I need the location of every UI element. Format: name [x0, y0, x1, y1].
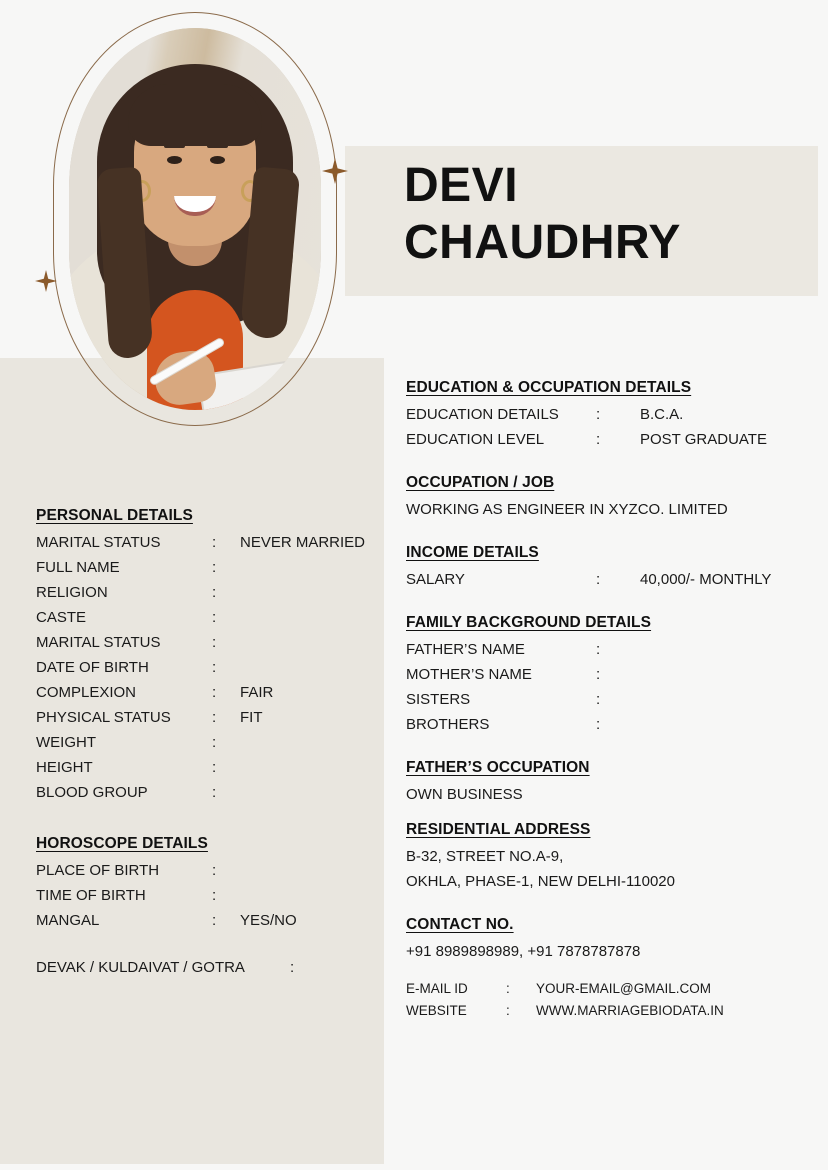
detail-separator: :: [596, 691, 601, 708]
detail-label: SISTERS: [406, 691, 471, 708]
detail-separator: :: [212, 534, 217, 551]
profile-photo: [53, 12, 337, 426]
occupation-section: [406, 474, 806, 522]
address-line-1: B-32, STREET NO.A-9,: [406, 848, 564, 865]
spacer: [406, 807, 806, 821]
detail-row: [36, 858, 376, 883]
website-value[interactable]: WWW.MARRIAGEBIODATA.IN: [536, 1003, 724, 1018]
family-heading: FAMILY BACKGROUND DETAILS: [406, 614, 652, 631]
website-label: WEBSITE: [406, 1003, 467, 1018]
detail-row: [36, 605, 376, 630]
detail-value: FIT: [240, 709, 263, 726]
detail-separator: :: [596, 716, 601, 733]
photo-oval-outline: [53, 12, 337, 426]
horoscope-details-heading: HOROSCOPE DETAILS: [36, 835, 208, 852]
income-heading: INCOME DETAILS: [406, 544, 539, 561]
detail-row: [36, 705, 376, 730]
education-heading: EDUCATION & OCCUPATION DETAILS: [406, 379, 692, 396]
detail-label: FATHER’S NAME: [406, 641, 525, 658]
name-line-first: DEVI: [404, 159, 519, 212]
name-line-last: CHAUDHRY: [404, 215, 681, 269]
detail-separator: :: [596, 571, 601, 588]
detail-row: [406, 712, 806, 737]
detail-separator: :: [212, 912, 217, 929]
detail-row: [36, 630, 376, 655]
personal-details-section: [36, 507, 376, 805]
detail-row: [36, 530, 376, 555]
left-column: [36, 507, 376, 980]
spacer: [406, 964, 806, 978]
detail-row: [36, 883, 376, 908]
contact-section: [406, 916, 806, 1022]
detail-separator: :: [212, 559, 217, 576]
income-section: [406, 544, 806, 592]
detail-label: TIME OF BIRTH: [36, 887, 146, 904]
detail-separator: :: [596, 406, 601, 423]
detail-row: [36, 730, 376, 755]
detail-row: [36, 555, 376, 580]
detail-label: RELIGION: [36, 584, 108, 601]
detail-separator: :: [212, 759, 217, 776]
spacer: [406, 592, 806, 614]
detail-separator: :: [596, 431, 601, 448]
spacer: [406, 737, 806, 759]
contact-heading: CONTACT NO.: [406, 916, 514, 933]
detail-value: POST GRADUATE: [640, 431, 767, 448]
father-occupation-text: OWN BUSINESS: [406, 786, 523, 803]
detail-row: [406, 637, 806, 662]
detail-label: COMPLEXION: [36, 684, 137, 701]
detail-row: [406, 567, 806, 592]
detail-separator: :: [212, 609, 217, 626]
detail-separator: :: [506, 1003, 510, 1018]
detail-label: WEIGHT: [36, 734, 96, 751]
detail-label: BLOOD GROUP: [36, 784, 148, 801]
detail-label: MARITAL STATUS: [36, 534, 161, 551]
detail-row: [36, 908, 376, 933]
detail-separator: :: [290, 959, 295, 976]
detail-separator: :: [596, 641, 601, 658]
spacer: [406, 894, 806, 916]
detail-label: BROTHERS: [406, 716, 490, 733]
detail-separator: :: [212, 734, 217, 751]
email-row: [406, 978, 806, 1000]
detail-label: MOTHER’S NAME: [406, 666, 532, 683]
detail-label: MARITAL STATUS: [36, 634, 161, 651]
address-section: [406, 821, 806, 894]
detail-row: [36, 680, 376, 705]
detail-separator: :: [212, 634, 217, 651]
spacer: [36, 805, 376, 835]
father-occupation-section: [406, 759, 806, 807]
spacer: [36, 933, 376, 955]
detail-value: B.C.A.: [640, 406, 684, 423]
detail-label: MANGAL: [36, 912, 100, 929]
detail-separator: :: [506, 981, 510, 996]
detail-row: [406, 427, 806, 452]
address-line-2: OKHLA, PHASE-1, NEW DELHI-110020: [406, 873, 675, 890]
detail-separator: :: [596, 666, 601, 683]
contact-phone-numbers: +91 8989898989, +91 7878787878: [406, 943, 641, 960]
family-section: [406, 614, 806, 737]
horoscope-details-section: [36, 835, 376, 980]
right-column: [406, 379, 806, 1022]
detail-label: DATE OF BIRTH: [36, 659, 149, 676]
detail-row: [36, 580, 376, 605]
devak-label: DEVAK / KULDAIVAT / GOTRA: [36, 959, 245, 976]
detail-label: FULL NAME: [36, 559, 120, 576]
detail-separator: :: [212, 784, 217, 801]
personal-details-heading: PERSONAL DETAILS: [36, 507, 193, 524]
detail-separator: :: [212, 887, 217, 904]
devak-row: [36, 955, 376, 980]
detail-row: [36, 655, 376, 680]
spacer: [406, 522, 806, 544]
detail-value: YES/NO: [240, 912, 297, 929]
detail-label: EDUCATION LEVEL: [406, 431, 545, 448]
address-heading: RESIDENTIAL ADDRESS: [406, 821, 591, 838]
occupation-text: WORKING AS ENGINEER IN XYZCO. LIMITED: [406, 501, 728, 518]
detail-separator: :: [212, 709, 217, 726]
detail-row: [406, 687, 806, 712]
detail-label: PHYSICAL STATUS: [36, 709, 171, 726]
detail-label: EDUCATION DETAILS: [406, 406, 559, 423]
father-occupation-heading: FATHER’S OCCUPATION: [406, 759, 590, 776]
page-title: [404, 158, 804, 271]
email-label: E-MAIL ID: [406, 981, 468, 996]
education-section: [406, 379, 806, 452]
website-row: [406, 1000, 806, 1022]
detail-separator: :: [212, 659, 217, 676]
email-value[interactable]: YOUR-EMAIL@GMAIL.COM: [536, 981, 711, 996]
detail-separator: :: [212, 584, 217, 601]
detail-value: NEVER MARRIED: [240, 534, 366, 551]
detail-label: SALARY: [406, 571, 465, 588]
detail-value: FAIR: [240, 684, 274, 701]
detail-value: 40,000/- MONTHLY: [640, 571, 772, 588]
detail-label: CASTE: [36, 609, 87, 626]
detail-row: [36, 780, 376, 805]
spacer: [406, 452, 806, 474]
detail-separator: :: [212, 684, 217, 701]
detail-separator: :: [212, 862, 217, 879]
detail-label: HEIGHT: [36, 759, 93, 776]
detail-row: [406, 402, 806, 427]
occupation-heading: OCCUPATION / JOB: [406, 474, 555, 491]
detail-row: [406, 662, 806, 687]
detail-row: [36, 755, 376, 780]
detail-label: PLACE OF BIRTH: [36, 862, 160, 879]
